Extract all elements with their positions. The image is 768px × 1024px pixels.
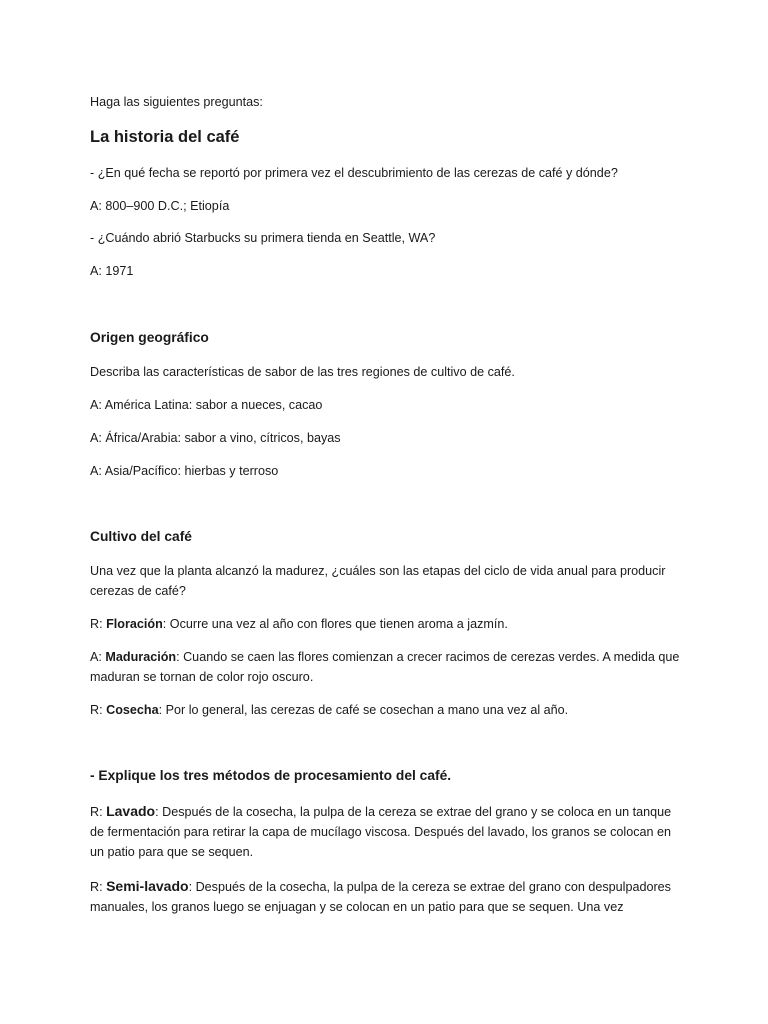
origin-answer-2: A: África/Arabia: sabor a vino, cítricos, bayas	[90, 431, 341, 445]
cultivation-stage-flowering: R: Floración: Ocurre una vez al año con flores que tienen aroma a jazmín.	[90, 617, 508, 631]
history-question-1: - ¿En qué fecha se reportó por primera vez el descubrimiento de las cerezas de café y dónde?	[90, 166, 618, 180]
origin-question: Describa las características de sabor de las tres regiones de cultivo de café.	[90, 365, 515, 379]
history-answer-1: A: 800–900 D.C.; Etiopía	[90, 199, 230, 213]
origin-answer-3: A: Asia/Pacífico: hierbas y terroso	[90, 464, 279, 478]
intro-text: Haga las siguientes preguntas:	[90, 95, 263, 109]
cultivation-stage-harvest: R: Cosecha: Por lo general, las cerezas de café se cosechan a mano una vez al año.	[90, 703, 569, 717]
origin-answer-1: A: América Latina: sabor a nueces, cacao	[90, 398, 323, 412]
processing-method-washed: R: Lavado: Después de la cosecha, la pulpa de la cereza se extrae del grano y se coloca en un tanque de fermentación para retirar la capa de mucílago viscosa. Después del lavado, los granos se colocan en un patio para que se sequen.	[90, 803, 672, 859]
processing-method-semi-washed: R: Semi-lavado: Después de la cosecha, la pulpa de la cereza se extrae del grano con despulpadores manuales, los granos luego se enjuagan y se colocan en un patio para que se sequen. Una vez	[90, 878, 671, 914]
history-heading: La historia del café	[90, 128, 240, 146]
origin-heading: Origen geográfico	[90, 330, 209, 345]
cultivation-stage-ripening: A: Maduración: Cuando se caen las flores comienzan a crecer racimos de cerezas verdes. A medida que maduran se tornan de color rojo oscuro.	[90, 650, 680, 684]
history-question-2: - ¿Cuándo abrió Starbucks su primera tienda en Seattle, WA?	[90, 231, 436, 245]
cultivation-heading: Cultivo del café	[90, 529, 192, 544]
processing-heading: - Explique los tres métodos de procesamiento del café.	[90, 768, 452, 783]
cultivation-question: Una vez que la planta alcanzó la madurez, ¿cuáles son las etapas del ciclo de vida anual para producir cerezas de café?	[90, 564, 666, 598]
history-answer-2: A: 1971	[90, 264, 134, 278]
